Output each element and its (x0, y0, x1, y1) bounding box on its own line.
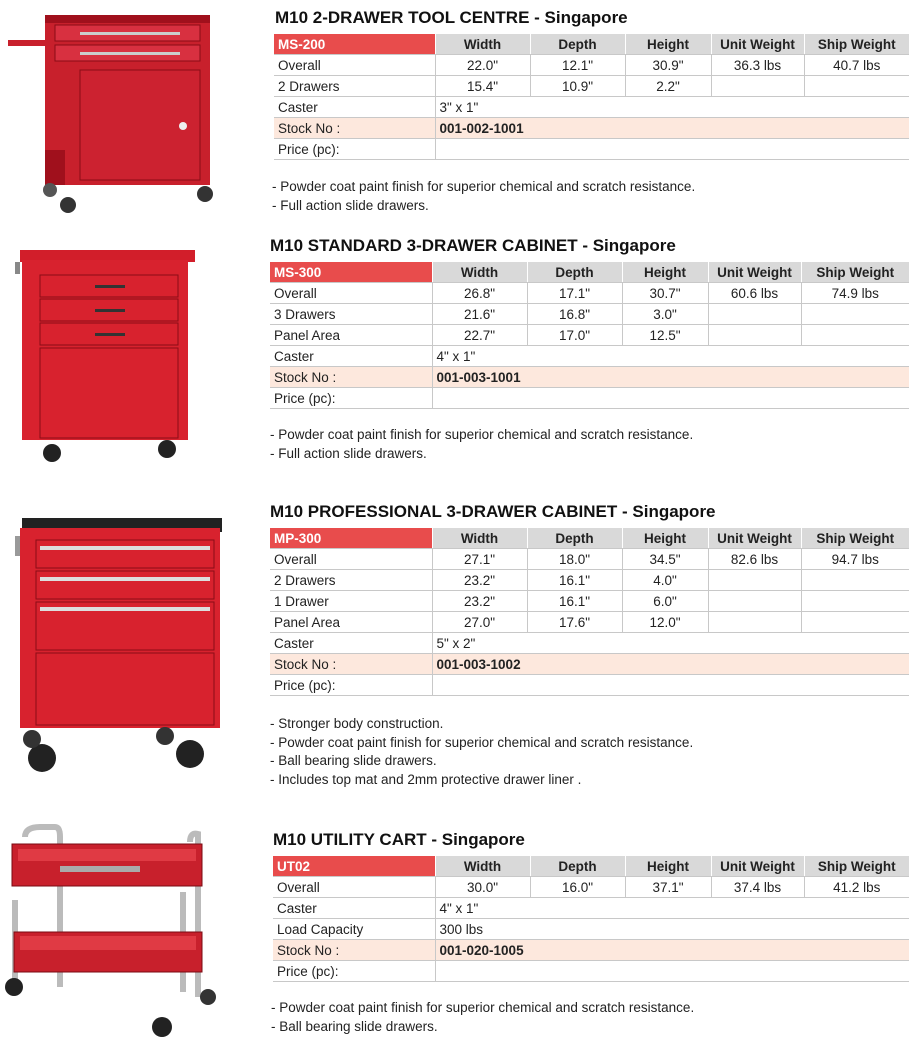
standard-cabinet-image (0, 230, 220, 470)
table-row: Panel Area 22.7" 17.0" 12.5" (270, 325, 909, 346)
product-title: M10 UTILITY CART - Singapore (273, 830, 525, 849)
price-row: Price (pc): (270, 388, 909, 409)
spec-table (274, 34, 909, 160)
price-row: Price (pc): (270, 675, 909, 696)
stock-row: Stock No : 001-003-1001 (270, 367, 909, 388)
model-code: MP-300 (270, 528, 432, 549)
table-row: 1 Drawer 23.2" 16.1" 6.0" (270, 591, 909, 612)
feature-list: - Powder coat paint finish for superior chemical and scratch resistance. - Ball bearing slide drawers. (271, 1000, 695, 1034)
table-row: Overall 22.0" 12.1" 30.9" 36.3 lbs 40.7 lbs (274, 55, 909, 76)
price-row: Price (pc): (274, 139, 909, 160)
price-row: Price (pc): (273, 961, 909, 982)
table-row: 2 Drawers 23.2" 16.1" 4.0" (270, 570, 909, 591)
header-height: Height (622, 528, 708, 549)
utility-cart-image (0, 822, 220, 1053)
table-row: Overall 27.1" 18.0" 34.5" 82.6 lbs 94.7 lbs (270, 549, 909, 570)
header-ship-weight: Ship Weight (801, 528, 909, 549)
tool-centre-image (0, 0, 220, 225)
header-unit-weight: Unit Weight (708, 262, 801, 283)
header-ship-weight: Ship Weight (804, 34, 909, 55)
product-title: M10 STANDARD 3-DRAWER CABINET - Singapore (270, 236, 676, 255)
header-ship-weight: Ship Weight (804, 856, 909, 877)
product-title: M10 PROFESSIONAL 3-DRAWER CABINET - Singapore (270, 502, 716, 521)
model-code: MS-200 (274, 34, 435, 55)
header-height: Height (622, 262, 708, 283)
spec-table (270, 528, 909, 696)
header-ship-weight: Ship Weight (801, 262, 909, 283)
product-ms-300 (0, 230, 909, 480)
caster-row: Caster 5" x 2" (270, 633, 909, 654)
product-mp-300 (0, 496, 909, 796)
stock-row: Stock No : 001-002-1001 (274, 118, 909, 139)
product-ut02 (0, 822, 909, 1053)
header-height: Height (625, 34, 711, 55)
header-height: Height (625, 856, 711, 877)
table-row: Overall 30.0" 16.0" 37.1" 37.4 lbs 41.2 lbs (273, 877, 909, 898)
header-depth: Depth (527, 262, 622, 283)
model-code: MS-300 (270, 262, 432, 283)
table-row: 2 Drawers 15.4" 10.9" 2.2" (274, 76, 909, 97)
header-depth: Depth (530, 34, 625, 55)
load-capacity-row: Load Capacity 300 lbs (273, 919, 909, 940)
spec-table (270, 262, 909, 409)
header-width: Width (435, 856, 530, 877)
header-unit-weight: Unit Weight (711, 34, 804, 55)
stock-row: Stock No : 001-020-1005 (273, 940, 909, 961)
stock-row: Stock No : 001-003-1002 (270, 654, 909, 675)
caster-row: Caster 3" x 1" (274, 97, 909, 118)
feature-list: - Powder coat paint finish for superior chemical and scratch resistance. - Full action slide drawers. (272, 179, 696, 213)
caster-row: Caster 4" x 1" (270, 346, 909, 367)
header-width: Width (432, 262, 527, 283)
caster-row: Caster 4" x 1" (273, 898, 909, 919)
header-width: Width (432, 528, 527, 549)
professional-cabinet-image (0, 496, 230, 786)
header-width: Width (435, 34, 530, 55)
header-unit-weight: Unit Weight (708, 528, 801, 549)
product-ms-200 (0, 0, 909, 230)
feature-list: - Powder coat paint finish for superior chemical and scratch resistance. - Full action slide drawers. (270, 427, 694, 461)
product-title: M10 2-DRAWER TOOL CENTRE - Singapore (275, 8, 628, 27)
header-depth: Depth (530, 856, 625, 877)
table-row: Overall 26.8" 17.1" 30.7" 60.6 lbs 74.9 lbs (270, 283, 909, 304)
spec-table (273, 856, 909, 982)
table-row: Panel Area 27.0" 17.6" 12.0" (270, 612, 909, 633)
header-unit-weight: Unit Weight (711, 856, 804, 877)
header-depth: Depth (527, 528, 622, 549)
table-row: 3 Drawers 21.6" 16.8" 3.0" (270, 304, 909, 325)
feature-list: - Stronger body construction. - Powder coat paint finish for superior chemical and scratch resistance. - Ball bearing slide drawers. - Includes top mat and 2mm protective drawer liner . (270, 716, 694, 787)
model-code: UT02 (273, 856, 435, 877)
